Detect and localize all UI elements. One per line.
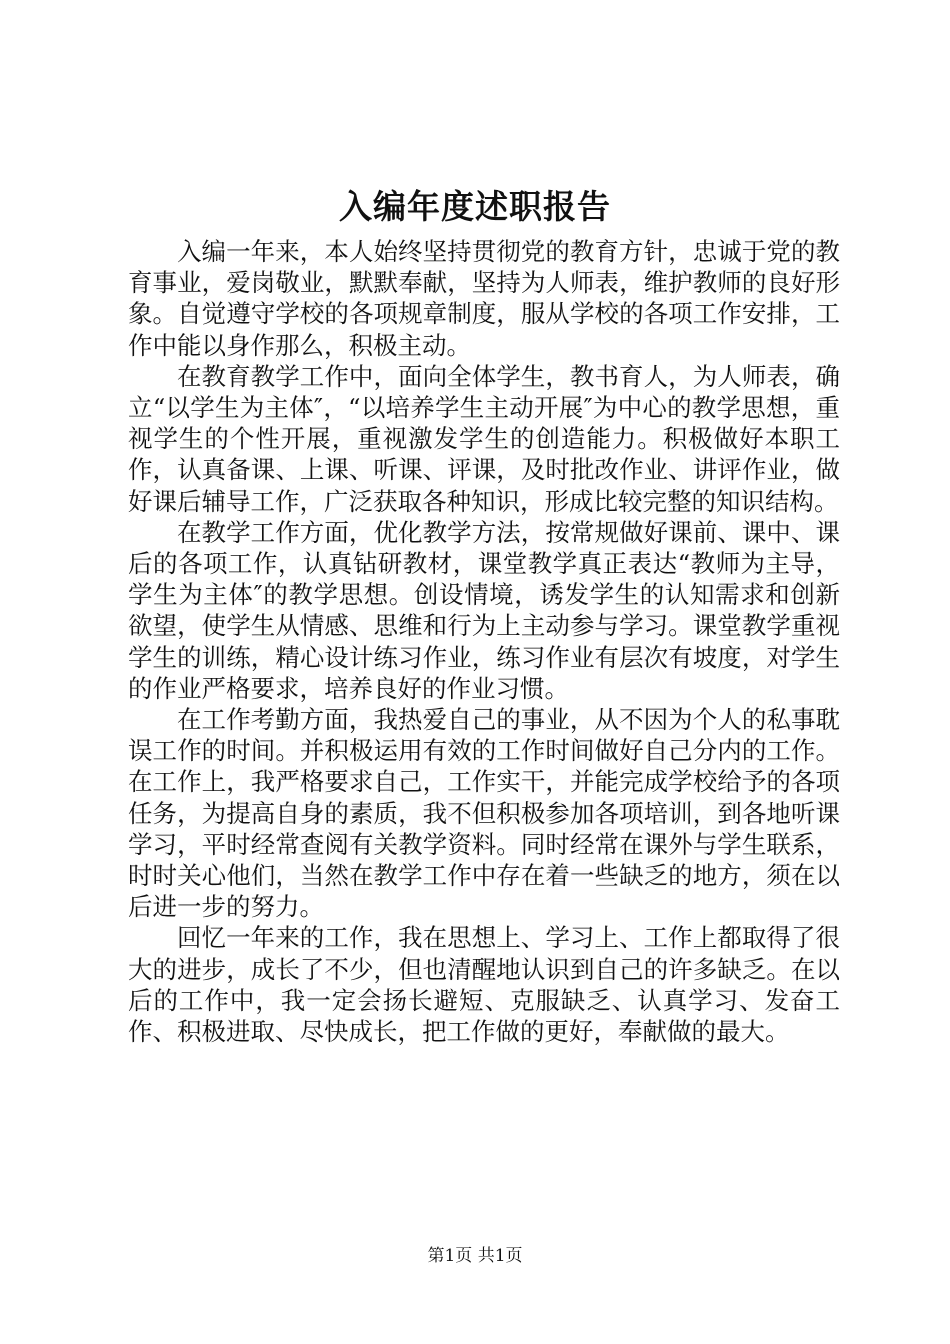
paragraph-2: 在教育教学工作中，面向全体学生，教书育人，为人师表，确立“以学生为主体″，“以培养学生主动开展″为中心的教学思想，重视学生的个性开展，重视激发学生的创造能力。积极做好本职工作，认真备课、上课、听课、评课，及时批改作业、讲评作业，做好课后辅导工作，广泛获取各种知识，形成比较完整的知识结构。 bbox=[128, 361, 840, 516]
paragraph-4: 在工作考勤方面，我热爱自己的事业，从不因为个人的私事耽误工作的时间。并积极运用有效的工作时间做好自己分内的工作。在工作上，我严格要求自己，工作实干，并能完成学校给予的各项任务，为提高自身的素质，我不但积极参加各项培训，到各地听课学习，平时经常查阅有关教学资料。同时经常在课外与学生联系，时时关心他们，当然在教学工作中存在着一些缺乏的地方，须在以后进一步的努力。 bbox=[128, 705, 840, 922]
document-title: 入编年度述职报告 bbox=[339, 187, 611, 226]
paragraph-1: 入编一年来，本人始终坚持贯彻党的教育方针，忠诚于党的教育事业，爱岗敬业，默默奉献，坚持为人师表，维护教师的良好形象。自觉遵守学校的各项规章制度，服从学校的各项工作安排，工作中能以身作那么，积极主动。 bbox=[128, 237, 840, 360]
paragraph-3: 在教学工作方面，优化教学方法，按常规做好课前、课中、课后的各项工作，认真钻研教材，课堂教学真正表达“教师为主导，学生为主体″的教学思想。创设情境，诱发学生的认知需求和创新欲望，使学生从情感、思维和行为上主动参与学习。课堂教学重视学生的训练，精心设计练习作业，练习作业有层次有坡度，对学生的作业严格要求，培养良好的作业习惯。 bbox=[128, 517, 840, 703]
document-body bbox=[128, 236, 840, 1047]
page-footer: 第1页 共1页 bbox=[427, 1246, 523, 1266]
paragraph-5: 回忆一年来的工作，我在思想上、学习上、工作上都取得了很大的进步，成长了不少，但也清醒地认识到自己的许多缺乏。在以后的工作中，我一定会扬长避短、克服缺乏、认真学习、发奋工作、积极进取、尽快成长，把工作做的更好，奉献做的最大。 bbox=[128, 923, 840, 1047]
